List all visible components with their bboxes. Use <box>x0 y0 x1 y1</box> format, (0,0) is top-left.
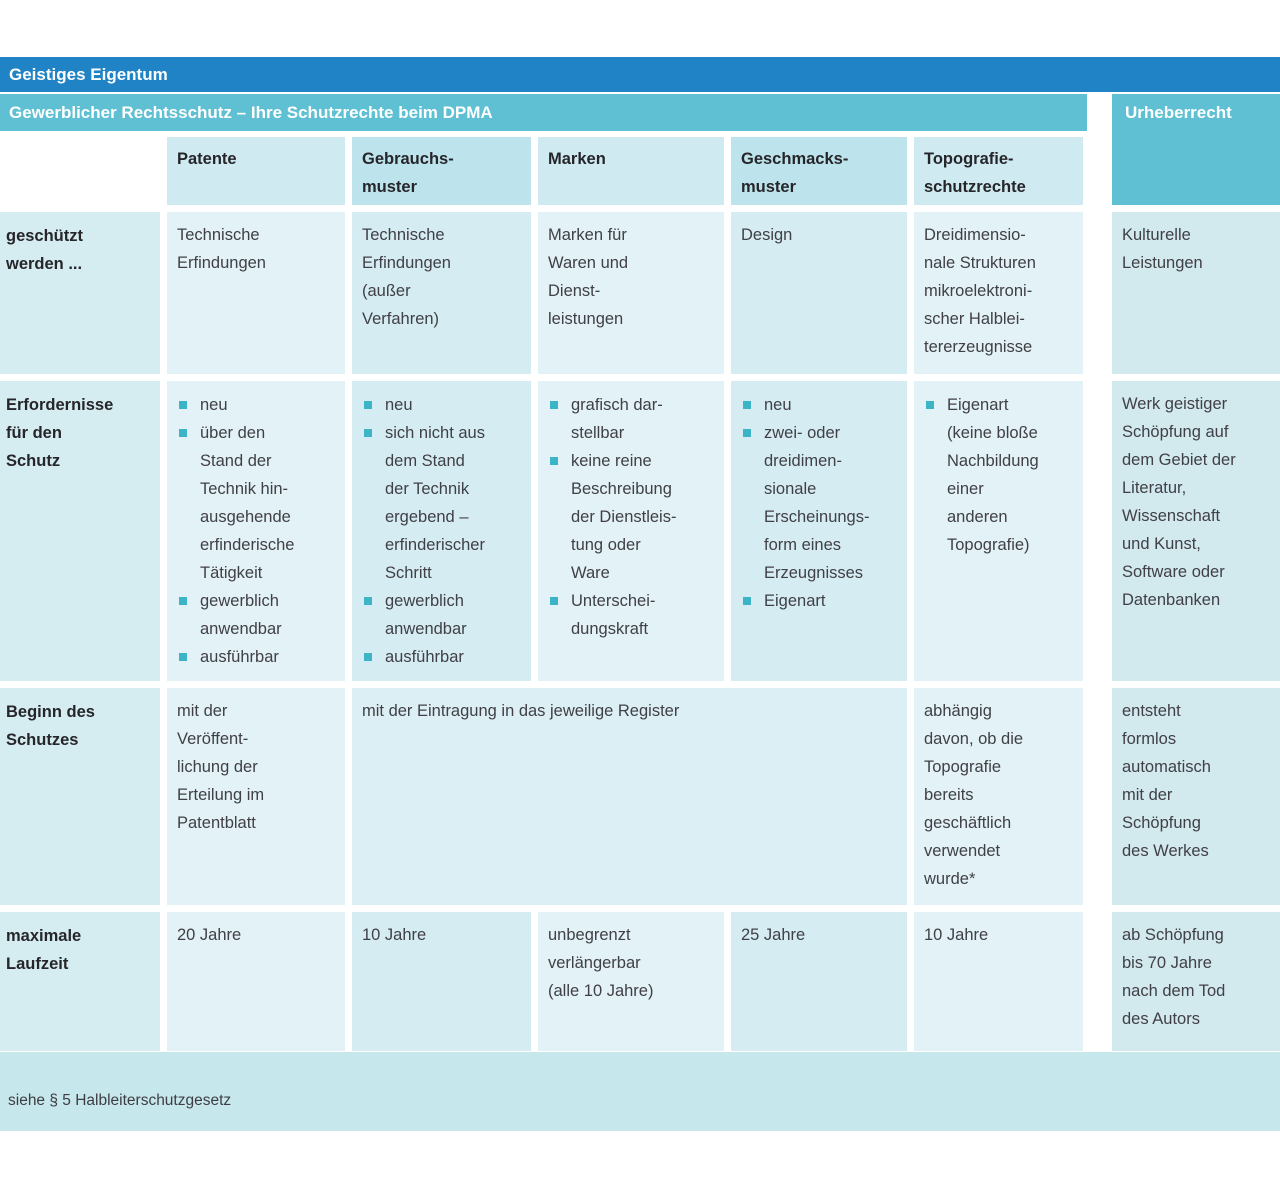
bullet-item <box>550 587 721 643</box>
bullet-square-icon <box>364 653 372 661</box>
bullet-square-icon <box>364 429 372 437</box>
bullet-text: gewerblich anwendbar <box>200 592 282 638</box>
bullet-item <box>926 391 1080 559</box>
bullet-text: über den Stand der Technik hin- ausgehende erfinderische Tätigkeit <box>200 424 295 582</box>
cell-geschuetzt-urheberrecht: Kulturelle Leistungen <box>1112 212 1280 374</box>
bullet-item <box>364 587 528 643</box>
cell-erfordernisse-geschmacksmuster <box>731 381 907 681</box>
bullet-square-icon <box>179 653 187 661</box>
copyright-header-text: Urheberrecht <box>1125 103 1232 122</box>
column-header-marken: Marken <box>538 137 724 205</box>
cell-geschuetzt-topografie: Dreidimensio- nale Strukturen mikroelektroni- scher Halblei- tererzeugnisse <box>914 212 1083 374</box>
bullet-square-icon <box>743 429 751 437</box>
cell-geschuetzt-patente: Technische Erfindungen <box>167 212 345 374</box>
bullet-item <box>364 643 528 671</box>
row-label-erfordernisse: Erfordernisse für den Schutz <box>0 381 160 681</box>
title-bar <box>0 57 1280 92</box>
cell-beginn-urheberrecht: entsteht formlos automatisch mit der Schöpfung des Werkes <box>1112 688 1280 905</box>
bullet-square-icon <box>364 597 372 605</box>
cell-laufzeit-geschmacksmuster: 25 Jahre <box>731 912 907 1051</box>
bullet-text: grafisch dar- stellbar <box>571 396 663 442</box>
cell-erfordernisse-patente <box>167 381 345 681</box>
cell-geschuetzt-marken: Marken für Waren und Dienst- leistungen <box>538 212 724 374</box>
column-header-patente: Patente <box>167 137 345 205</box>
bullet-text: neu <box>200 396 228 414</box>
bullet-text: Unterschei- dungskraft <box>571 592 656 638</box>
bullet-item <box>550 447 721 587</box>
bullet-item <box>550 391 721 447</box>
cell-laufzeit-patente: 20 Jahre <box>167 912 345 1051</box>
bullet-item <box>179 643 342 671</box>
cell-laufzeit-urheberrecht: ab Schöpfung bis 70 Jahre nach dem Tod des Autors <box>1112 912 1280 1051</box>
row-label-beginn-des-schutzes: Beginn des Schutzes <box>0 688 160 905</box>
footer-band <box>0 1052 1280 1131</box>
column-header-topografieschutzrechte: Topografie- schutzrechte <box>914 137 1083 205</box>
column-header-gebrauchsmuster: Gebrauchs- muster <box>352 137 531 205</box>
row-label-maximale-laufzeit: maximale Laufzeit <box>0 912 160 1051</box>
cell-laufzeit-marken: unbegrenzt verlängerbar (alle 10 Jahre) <box>538 912 724 1051</box>
bullet-square-icon <box>550 401 558 409</box>
bullet-text: sich nicht aus dem Stand der Technik ergebend – erfinderischer Schritt <box>385 424 485 582</box>
bullet-item <box>743 587 904 615</box>
subtitle-text: Gewerblicher Rechtsschutz – Ihre Schutzrechte beim DPMA <box>9 102 493 122</box>
rights-comparison-table <box>0 137 1280 1051</box>
cell-geschuetzt-geschmacksmuster: Design <box>731 212 907 374</box>
cell-erfordernisse-gebrauchsmuster <box>352 381 531 681</box>
bullet-text: ausführbar <box>385 648 464 666</box>
bullet-text: Eigenart <box>764 592 826 610</box>
bullet-item <box>179 587 342 643</box>
bullet-item <box>364 391 528 419</box>
cell-erfordernisse-topografie <box>914 381 1083 681</box>
cell-laufzeit-topografie: 10 Jahre <box>914 912 1083 1051</box>
bullet-item <box>179 391 342 419</box>
bullet-square-icon <box>743 401 751 409</box>
bullet-text: gewerblich anwendbar <box>385 592 467 638</box>
bullet-text: keine reine Beschreibung der Dienstleis- tung oder Ware <box>571 452 677 582</box>
bullet-item <box>743 419 904 587</box>
cell-beginn-patente: mit der Veröffent- lichung der Erteilung im Patentblatt <box>167 688 345 905</box>
bullet-square-icon <box>179 597 187 605</box>
bullet-square-icon <box>179 401 187 409</box>
bullet-square-icon <box>550 457 558 465</box>
bullet-square-icon <box>364 401 372 409</box>
bullet-square-icon <box>179 429 187 437</box>
bullet-square-icon <box>550 597 558 605</box>
cell-geschuetzt-gebrauchsmuster: Technische Erfindungen (außer Verfahren) <box>352 212 531 374</box>
footnote-semiconductor-law: siehe § 5 Halbleiterschutzgesetz <box>8 1092 232 1109</box>
subtitle-bar <box>0 94 1087 131</box>
row-label-geschuetzt-werden: geschützt werden ... <box>0 212 160 374</box>
column-header-geschmacksmuster: Geschmacks- muster <box>731 137 907 205</box>
cell-beginn-register-span: mit der Eintragung in das jeweilige Register <box>352 688 907 905</box>
bullet-square-icon <box>743 597 751 605</box>
cell-beginn-topografie: abhängig davon, ob die Topografie bereits geschäftlich verwendet wurde* <box>914 688 1083 905</box>
bullet-text: zwei- oder dreidimen- sionale Erscheinungs- form eines Erzeugnisses <box>764 424 870 582</box>
bullet-square-icon <box>926 401 934 409</box>
cell-erfordernisse-urheberrecht: Werk geistiger Schöpfung auf dem Gebiet der Literatur, Wissenschaft und Kunst, Software oder Datenbanken <box>1112 381 1280 681</box>
bullet-item <box>179 419 342 587</box>
bullet-text: Eigenart (keine bloße Nachbildung einer anderen Topografie) <box>947 396 1039 554</box>
bullet-text: neu <box>385 396 413 414</box>
bullet-item <box>364 419 528 587</box>
cell-laufzeit-gebrauchsmuster: 10 Jahre <box>352 912 531 1051</box>
bullet-text: neu <box>764 396 792 414</box>
page-title: Geistiges Eigentum <box>9 64 168 84</box>
cell-erfordernisse-marken <box>538 381 724 681</box>
bullet-text: ausführbar <box>200 648 279 666</box>
bullet-item <box>743 391 904 419</box>
